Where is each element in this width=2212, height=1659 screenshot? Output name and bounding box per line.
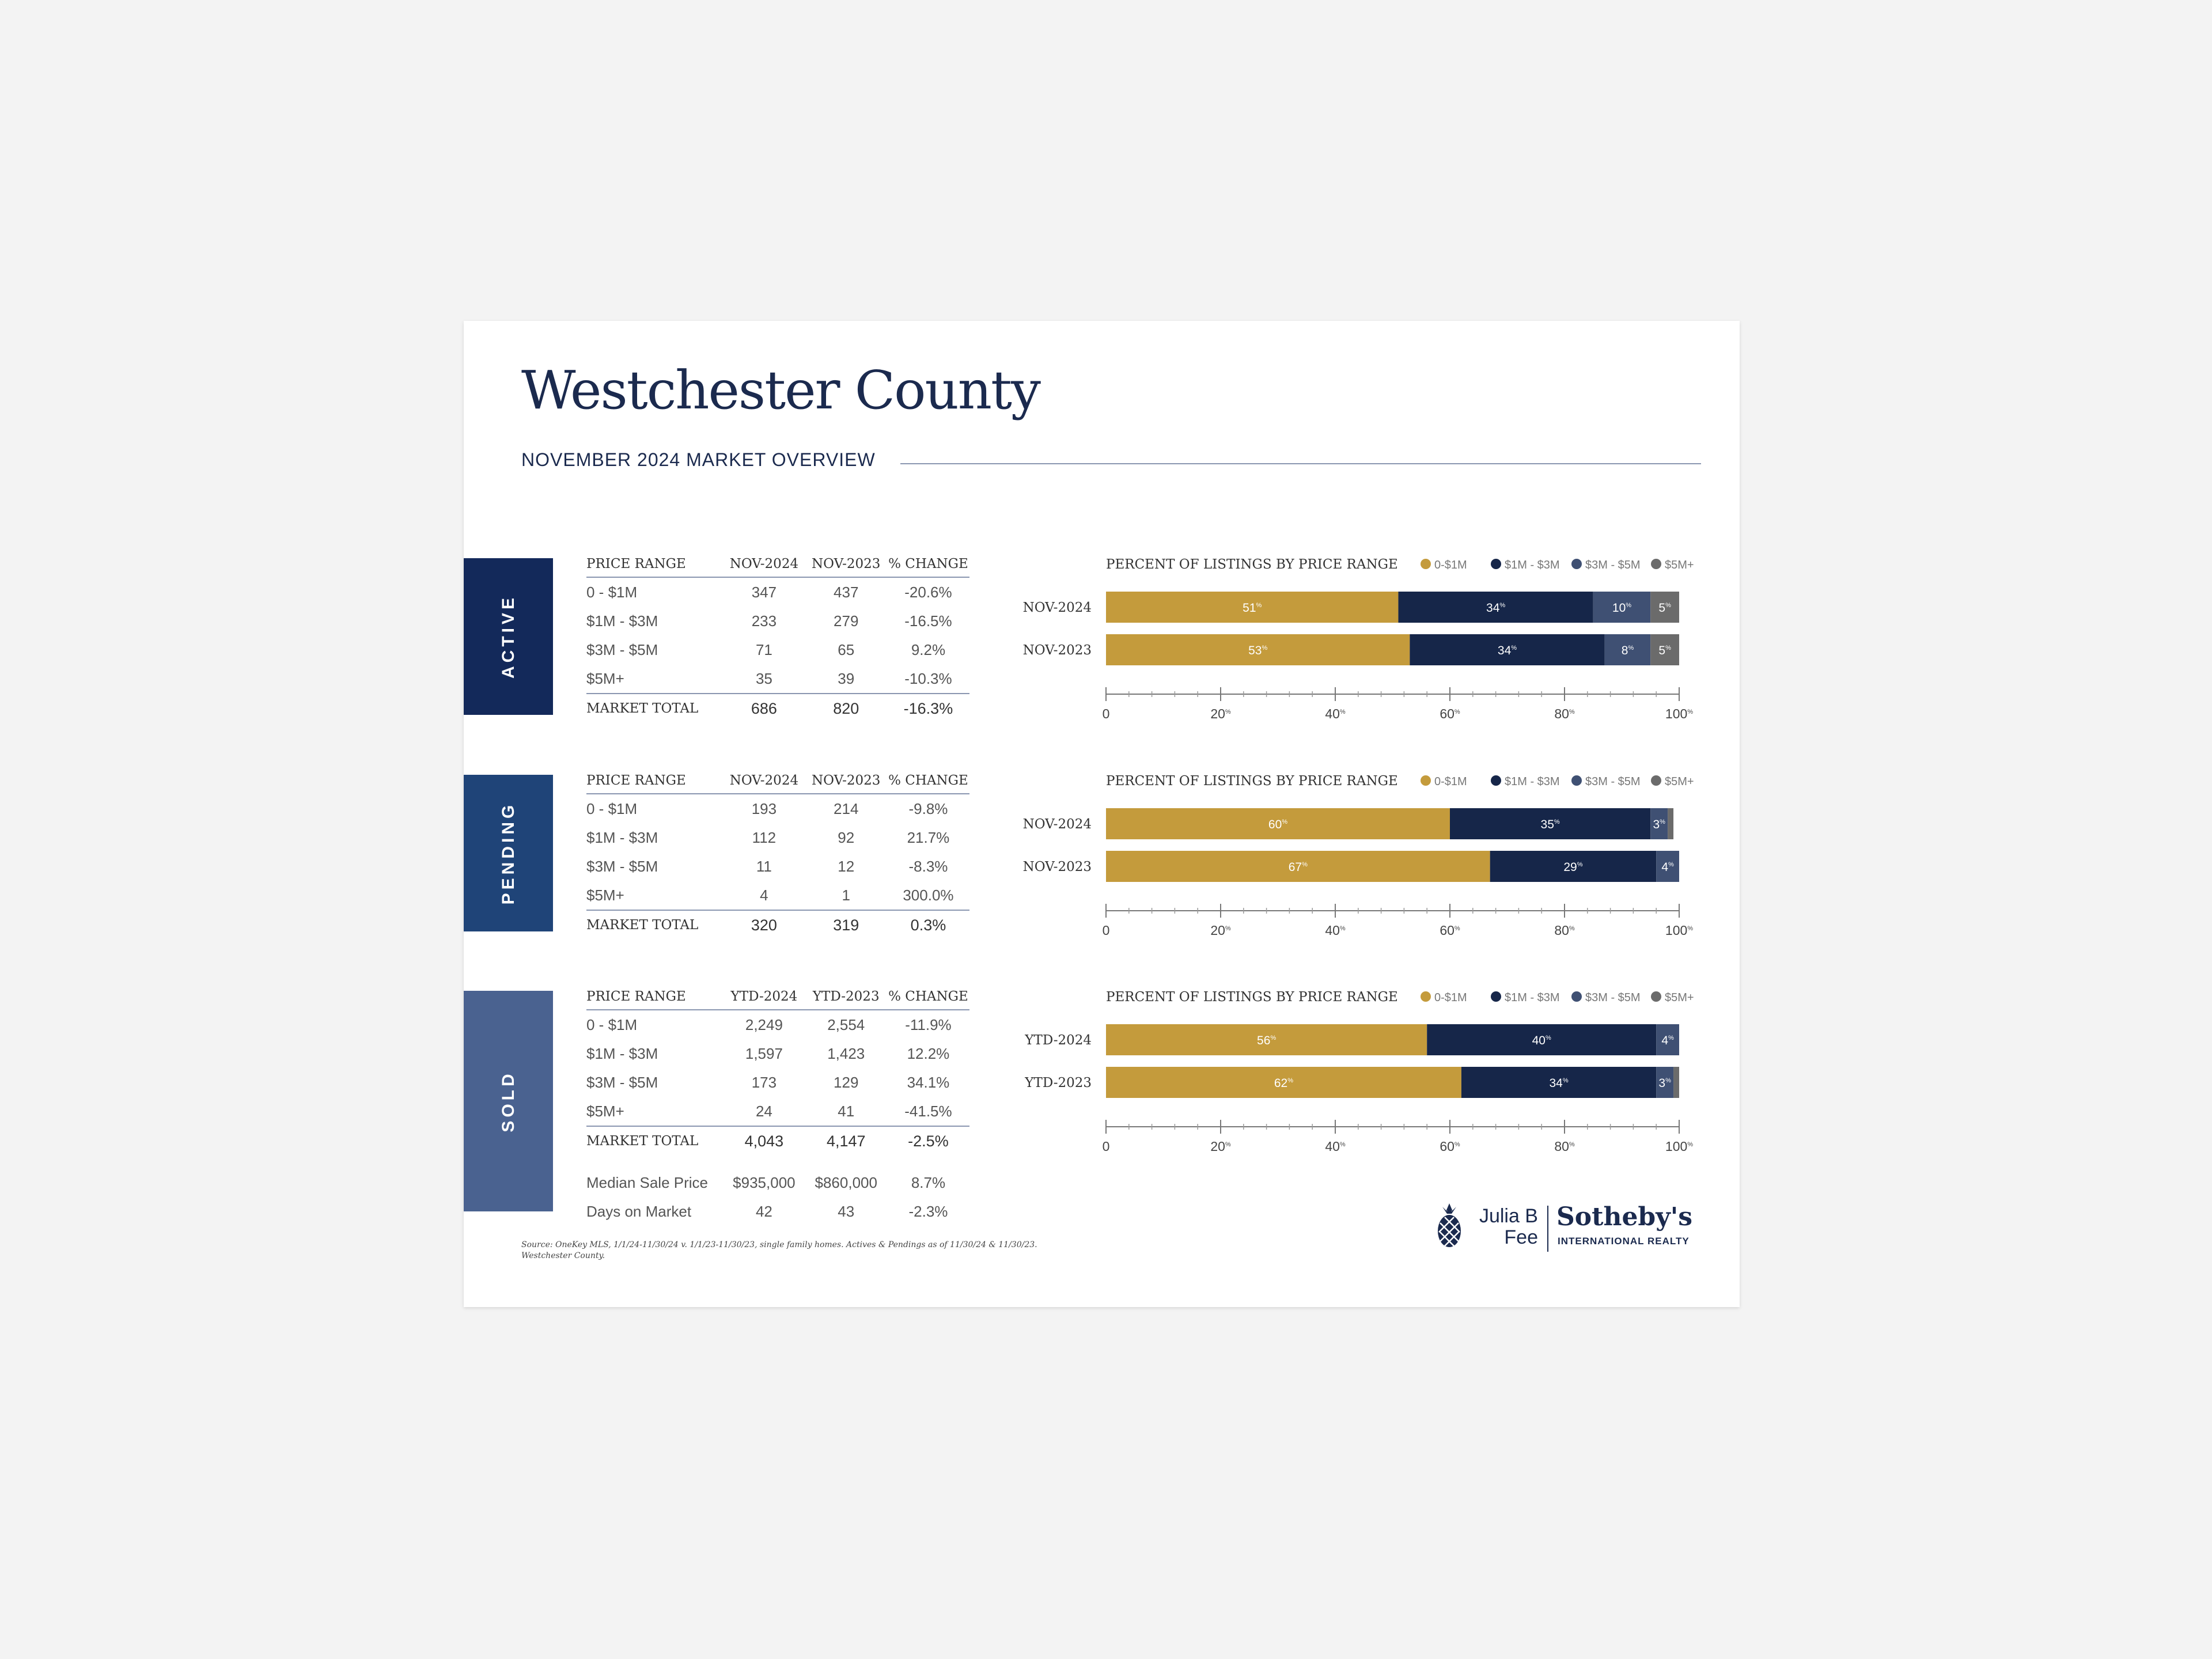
legend-label: $1M - $3M [1505,775,1560,788]
table-cell: $5M+ [586,886,624,904]
legend-label: $3M - $5M [1585,775,1641,788]
table-cell: 2,554 [827,1016,865,1033]
x-tick-value: 100 [1665,706,1688,721]
percent-sign: % [1628,645,1634,652]
table-cell: 0.3% [887,910,969,940]
table-cell: $860,000 [815,1173,877,1191]
table-header: YTD-2024 [723,984,805,1010]
legend-swatch [1571,559,1582,569]
bar-value-label: 10% [1612,601,1632,615]
table-row [586,577,969,607]
bar-value-label: 4% [1661,861,1674,874]
table-cell: 24 [755,1102,772,1120]
percent-sign: % [1511,645,1517,652]
table-row [586,1097,969,1126]
percent-sign: % [1270,1035,1277,1041]
table-header: NOV-2023 [805,768,887,794]
legend-swatch [1651,775,1661,786]
table-cell: 233 [751,612,777,630]
table-row [586,1010,969,1039]
table-cell: $1M - $3M [586,828,658,846]
x-tick-label [1103,706,1110,721]
table-cell: 112 [752,828,777,846]
x-tick-value: 0 [1102,1139,1110,1154]
x-tick-value: 40 [1325,1139,1340,1154]
table-header: PRICE RANGE [586,984,723,1010]
percent-sign: % [1687,709,1694,715]
chart-svg [1017,984,1719,1157]
table-cell: -11.9% [905,1016,952,1033]
bar-value-label: 34% [1497,644,1517,657]
x-tick-value: 0 [1102,706,1110,721]
chart-svg [1017,768,1719,941]
agent-name-line1: Julia B [1479,1205,1538,1227]
bar-value-label: 60% [1268,818,1288,831]
legend-swatch [1651,559,1661,569]
table-row [586,1126,969,1156]
legend-swatch [1421,775,1431,786]
percent-sign: % [1554,819,1560,825]
table-cell: $935,000 [733,1173,796,1191]
category-label: YTD-2024 [1025,1033,1092,1048]
bar-value-label: 29% [1563,861,1583,874]
table-cell: 173 [751,1073,777,1091]
table-cell: 21.7% [907,828,950,846]
table-cell: MARKET TOTAL [586,1126,723,1156]
category-label: NOV-2023 [1022,859,1092,874]
table-cell: 129 [834,1073,859,1091]
bar-segment [1668,808,1673,839]
percent-sign: % [1668,1035,1674,1041]
table-cell: 193 [751,800,777,817]
table-cell: -2.5% [887,1126,969,1156]
bar-value-label: 56% [1257,1034,1277,1047]
x-tick-value: 60 [1440,1139,1455,1154]
bar-segment [1673,1067,1679,1098]
legend-label: $5M+ [1665,775,1694,788]
table-cell: $3M - $5M [586,641,658,658]
table-row [586,852,969,881]
percent-sign: % [1302,861,1308,868]
table-header: % CHANGE [887,768,969,794]
bar-value-label: 40% [1532,1034,1551,1047]
percent-sign: % [1499,602,1506,609]
table-cell: -8.3% [908,857,948,875]
percent-sign: % [1660,819,1665,825]
table-header: PRICE RANGE [586,768,723,794]
table-cell: 71 [755,641,772,658]
table-cell: 0 - $1M [586,800,638,817]
chart-title: PERCENT OF LISTINGS BY PRICE RANGE [1106,557,1398,572]
x-tick-value: 60 [1440,706,1455,721]
bar-value-label: 3% [1653,818,1665,831]
table-row [586,1197,969,1226]
table-cell: Days on Market [586,1202,692,1220]
table-cell: MARKET TOTAL [586,910,723,940]
legend-swatch [1491,559,1501,569]
x-tick-label [1665,706,1693,721]
bar-value-label: 34% [1549,1077,1569,1090]
table-cell: 39 [838,669,855,687]
x-tick-label [1440,706,1460,721]
legend-label: $5M+ [1665,991,1694,1004]
x-tick-label [1210,1139,1231,1154]
percent-sign: % [1256,602,1262,609]
legend-swatch [1491,775,1501,786]
x-tick-label [1554,706,1575,721]
table-cell: 320 [723,910,805,940]
x-tick-value: 100 [1665,923,1688,938]
table-cell: $5M+ [586,1102,624,1120]
tab-pending-label: PENDING [498,801,518,905]
percent-sign: % [1454,709,1460,715]
stats-table [586,768,969,940]
table-cell: 1 [842,886,850,904]
table-cell: 4 [760,886,768,904]
agent-name-line2: Fee [1504,1226,1538,1249]
table-cell: 4,043 [723,1126,805,1156]
table-cell: MARKET TOTAL [586,694,723,723]
tab-sold [464,991,553,1211]
logo-divider [1547,1206,1548,1252]
x-tick-value: 20 [1210,923,1225,938]
percent-sign: % [1262,645,1268,652]
table-cell: 0 - $1M [586,1016,638,1033]
table-cell: 42 [755,1202,772,1220]
bar-value-label: 5% [1658,601,1671,615]
x-tick-label [1210,706,1231,721]
pineapple-icon [1434,1202,1464,1248]
percent-sign: % [1225,1141,1231,1148]
legend-label: $1M - $3M [1505,559,1560,571]
table-cell: $5M+ [586,669,624,687]
table-cell: 65 [838,641,855,658]
table-cell: $3M - $5M [586,857,658,875]
table-row [586,823,969,852]
table-header: NOV-2024 [723,551,805,577]
source-footnote: Source: OneKey MLS, 1/1/24-11/30/24 v. 1/1/23-11/30/23, single family homes. Actives & Pendings as of 11/30/24 & 11/30/23. Westchester County. [521,1240,1037,1260]
tab-active-label: ACTIVE [498,594,518,679]
percent-sign: % [1545,1035,1551,1041]
percent-sign: % [1569,1141,1575,1148]
table-header: PRICE RANGE [586,551,723,577]
page-subtitle: NOVEMBER 2024 MARKET OVERVIEW [521,449,876,470]
table-header: % CHANGE [887,984,969,1010]
x-tick-label [1440,1139,1460,1154]
category-label: NOV-2024 [1022,600,1092,615]
percent-sign: % [1454,1141,1460,1148]
table-cell: 92 [838,828,855,846]
x-tick-label [1103,1139,1110,1154]
tab-active [464,558,553,715]
table-row [586,607,969,635]
brand-name: Sotheby's [1556,1202,1693,1232]
x-tick-value: 80 [1554,923,1569,938]
table-cell: 12 [838,857,855,875]
table-cell: 8.7% [911,1173,946,1191]
percent-sign: % [1665,602,1671,609]
x-tick-label [1325,706,1346,721]
table-header: NOV-2024 [723,768,805,794]
legend-swatch [1421,559,1431,569]
percent-sign: % [1339,925,1346,932]
table-cell: -16.5% [904,612,952,630]
table-cell: $1M - $3M [586,612,658,630]
table-cell: -16.3% [887,694,969,723]
legend-swatch [1571,775,1582,786]
x-tick-label [1665,1139,1693,1154]
tab-sold-label: SOLD [498,1070,518,1132]
table-cell: 347 [751,583,777,601]
bar-value-label: 51% [1243,601,1262,615]
stats-table [586,551,969,723]
table-cell: -10.3% [904,669,952,687]
percent-sign: % [1687,925,1694,932]
table-row [586,1068,969,1097]
table-cell: 43 [838,1202,855,1220]
legend-label: 0-$1M [1434,991,1467,1004]
category-label: NOV-2024 [1022,817,1092,832]
percent-sign: % [1225,709,1231,715]
table-cell: 4,147 [805,1126,887,1156]
legend-swatch [1651,991,1661,1002]
legend-label: $1M - $3M [1505,991,1560,1004]
table-row [586,1168,969,1197]
table-cell: -41.5% [904,1102,952,1120]
table-header: NOV-2023 [805,551,887,577]
legend-label: 0-$1M [1434,559,1467,571]
table-cell: 0 - $1M [586,583,638,601]
subtitle-rule [900,463,1701,464]
table-cell: 214 [834,800,859,817]
table-cell: 12.2% [907,1044,950,1062]
table-row [586,635,969,664]
table-header: % CHANGE [887,551,969,577]
table-cell: -9.8% [908,800,948,817]
table-cell: Median Sale Price [586,1173,708,1191]
x-tick-value: 100 [1665,1139,1688,1154]
x-tick-value: 40 [1325,923,1340,938]
table-cell: 319 [805,910,887,940]
percent-sign: % [1569,709,1575,715]
tab-pending [464,775,553,931]
table-cell: 686 [723,694,805,723]
bar-value-label: 53% [1248,644,1268,657]
table-row [586,881,969,910]
page-title: Westchester County [521,359,1040,421]
table-cell: $1M - $3M [586,1044,658,1062]
table-cell: -2.3% [908,1202,948,1220]
stats-table [586,984,969,1226]
category-label: YTD-2023 [1025,1075,1092,1090]
table-cell: 300.0% [903,886,954,904]
table-cell: 9.2% [911,641,946,658]
table-cell: 35 [755,669,772,687]
table-cell: 11 [756,857,772,875]
bar-value-label: 35% [1540,818,1560,831]
x-tick-value: 20 [1210,1139,1225,1154]
percent-sign: % [1577,861,1583,868]
percent-sign: % [1665,1077,1671,1084]
bar-value-label: 67% [1288,861,1308,874]
legend-label: $5M+ [1665,559,1694,571]
table-cell: 34.1% [907,1073,950,1091]
percent-sign: % [1339,709,1346,715]
legend-label: $3M - $5M [1585,991,1641,1004]
percent-sign: % [1225,925,1231,932]
bar-value-label: 5% [1658,644,1671,657]
x-tick-label [1210,923,1231,938]
percent-sign: % [1562,1077,1569,1084]
category-label: NOV-2023 [1022,643,1092,658]
table-row [586,664,969,694]
bar-value-label: 8% [1621,644,1634,657]
percent-sign: % [1665,645,1671,652]
legend-swatch [1421,991,1431,1002]
x-tick-value: 80 [1554,706,1569,721]
percent-sign: % [1454,925,1460,932]
bar-value-label: 62% [1274,1077,1294,1090]
x-tick-label [1665,923,1693,938]
x-tick-label [1103,923,1110,938]
brand-logo [1434,1202,1694,1260]
table-row [586,1039,969,1068]
percent-sign: % [1569,925,1575,932]
x-tick-value: 20 [1210,706,1225,721]
table-cell: $3M - $5M [586,1073,658,1091]
brand-subtitle: INTERNATIONAL REALTY [1558,1236,1690,1247]
percent-sign: % [1668,861,1674,868]
chart-title: PERCENT OF LISTINGS BY PRICE RANGE [1106,774,1398,789]
percent-sign: % [1282,819,1288,825]
bar-value-label: 4% [1661,1034,1674,1047]
table-cell: 1,423 [827,1044,865,1062]
percent-sign: % [1287,1077,1294,1084]
x-tick-label [1325,923,1346,938]
legend-label: 0-$1M [1434,775,1467,788]
agent-name [1469,1206,1538,1249]
table-row [586,694,969,723]
report-page [464,321,1740,1307]
x-tick-label [1325,1139,1346,1154]
chart-title: PERCENT OF LISTINGS BY PRICE RANGE [1106,990,1398,1005]
chart-svg [1017,551,1719,724]
table-row [586,910,969,940]
legend-swatch [1491,991,1501,1002]
x-tick-value: 80 [1554,1139,1569,1154]
table-cell: 2,249 [745,1016,783,1033]
bar-value-label: 34% [1486,601,1506,615]
table-row [586,794,969,823]
bar-value-label: 3% [1658,1077,1671,1090]
table-cell: 279 [834,612,859,630]
table-header: YTD-2023 [805,984,887,1010]
table-cell: 437 [834,583,859,601]
x-tick-value: 60 [1440,923,1455,938]
x-tick-label [1554,923,1575,938]
x-tick-label [1440,923,1460,938]
table-cell: 820 [805,694,887,723]
table-cell: -20.6% [904,583,952,601]
table-cell: 1,597 [745,1044,783,1062]
legend-swatch [1571,991,1582,1002]
percent-sign: % [1626,602,1632,609]
percent-sign: % [1687,1141,1694,1148]
x-tick-label [1554,1139,1575,1154]
x-tick-value: 40 [1325,706,1340,721]
x-tick-value: 0 [1102,923,1110,938]
legend-label: $3M - $5M [1585,559,1641,571]
percent-sign: % [1339,1141,1346,1148]
table-cell: 41 [838,1102,855,1120]
